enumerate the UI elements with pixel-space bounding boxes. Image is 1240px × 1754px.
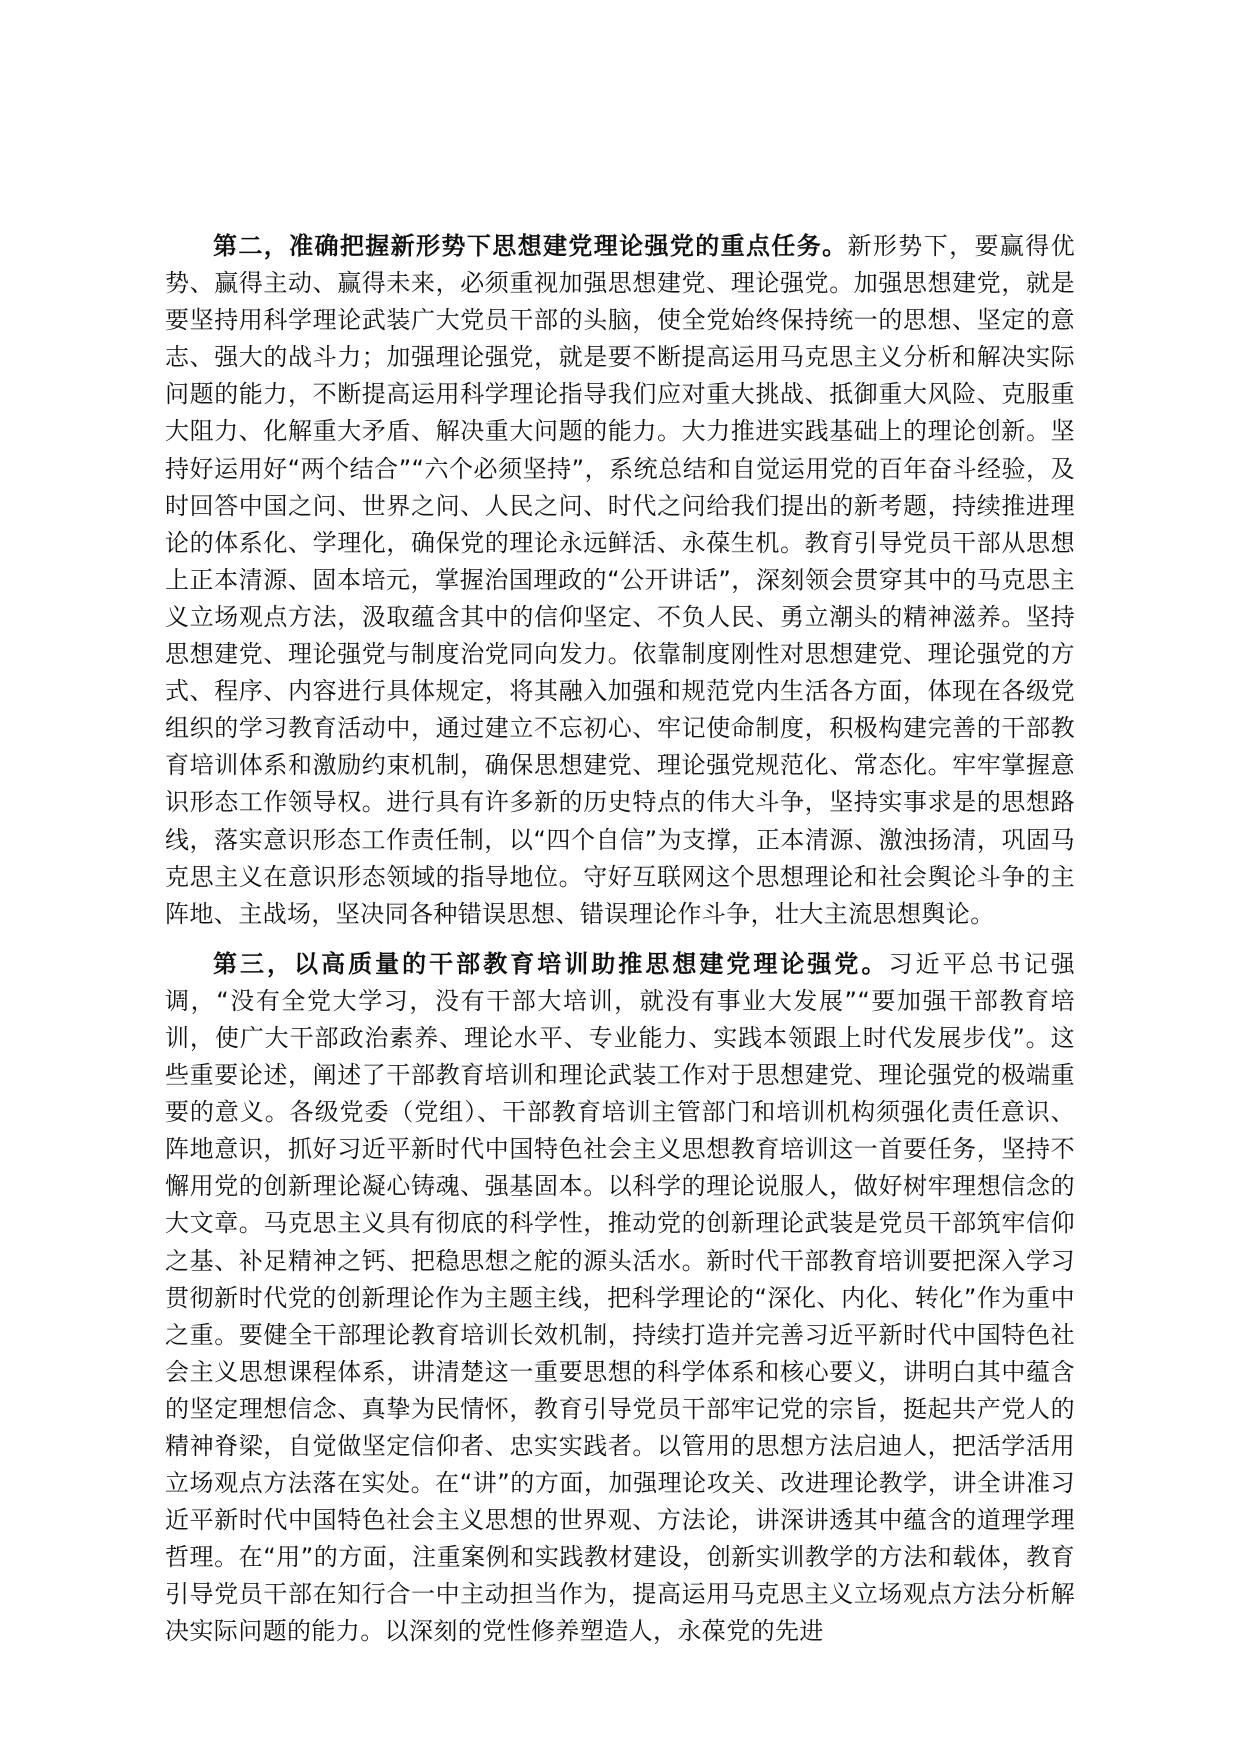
paragraph-body: 新形势下，要赢得优势、赢得主动、赢得未来，必须重视加强思想建党、理论强党。加强思想建党，就是要坚持用科学理论武装广大党员干部的头脑，使全党始终保持统一的思想、坚定的意志、强大的战斗力；加强理论强党，就是要不断提高运用马克思主义分析和解决实际问题的能力，不断提高运用科学理论指导我们应对重大挑战、抵御重大风险、克服重大阻力、化解重大矛盾、解决重大问题的能力。大力推进实践基础上的理论创新。坚持好运用好“两个结合”“六个必须坚持”，系统总结和自觉运用党的百年奋斗经验，及时回答中国之问、世界之问、人民之问、时代之问给我们提出的新考题，持续推进理论的体系化、学理化，确保党的理论永远鲜活、永葆生机。教育引导党员干部从思想上正本清源、固本培元，掌握治国理政的“公开讲话”，深刻领会贯穿其中的马克思主义立场观点方法，汲取蕴含其中的信仰坚定、不负人民、勇立潮头的精神滋养。坚持思想建党、理论强党与制度治党同向发力。依靠制度刚性对思想建党、理论强党的方式、程序、内容进行具体规定，将其融入加强和规范党内生活各方面，体现在各级党组织的学习教育活动中，通过建立不忘初心、牢记使命制度，积极构建完善的干部教育培训体系和激励约束机制，确保思想建党、理论强党规范化、常态化。牢牢掌握意识形态工作领导权。进行具有许多新的历史特点的伟大斗争，坚持实事求是的思想路线，落实意识形态工作责任制，以“四个自信”为支撑，正本清源、激浊扬清，巩固马克思主义在意识形态领域的指导地位。守好互联网这个思想理论和社会舆论斗争的主阵地、主战场，坚决同各种错误思想、错误理论作斗争，壮大主流思想舆论。	[165, 232, 1075, 928]
paragraph-third	[165, 946, 1075, 1651]
paragraph-lead: 第二，准确把握新形势下思想建党理论强党的重点任务。	[213, 232, 848, 260]
paragraph-body: 习近平总书记强调，“没有全党大学习，没有干部大培训，就没有事业大发展”“要加强干部教育培训，使广大干部政治素养、理论水平、专业能力、实践本领跟上时代发展步伐”。这些重要论述，阐述了干部教育培训和理论武装工作对于思想建党、理论强党的极端重要的意义。各级党委（党组）、干部教育培训主管部门和培训机构须强化责任意识、阵地意识，抓好习近平新时代中国特色社会主义思想教育培训这一首要任务，坚持不懈用党的创新理论凝心铸魂、强基固本。以科学的理论说服人，做好树牢理想信念的大文章。马克思主义具有彻底的科学性，推动党的创新理论武装是党员干部筑牢信仰之基、补足精神之钙、把稳思想之舵的源头活水。新时代干部教育培训要把深入学习贯彻新时代党的创新理论作为主题主线，把科学理论的“深化、内化、转化”作为重中之重。要健全干部理论教育培训长效机制，持续打造并完善习近平新时代中国特色社会主义思想课程体系，讲清楚这一重要思想的科学体系和核心要义，讲明白其中蕴含的坚定理想信念、真挚为民情怀，教育引导党员干部牢记党的宗旨，挺起共产党人的精神脊梁，自觉做坚定信仰者、忠实实践者。以管用的思想方法启迪人，把活学活用立场观点方法落在实处。在“讲”的方面，加强理论攻关、改进理论教学，讲全讲准习近平新时代中国特色社会主义思想的世界观、方法论，讲深讲透其中蕴含的道理学理哲理。在“用”的方面，注重案例和实践教材建设，创新实训教学的方法和载体，教育引导党员干部在知行合一中主动担当作为，提高运用马克思主义立场观点方法分析解决实际问题的能力。以深刻的党性修养塑造人，永葆党的先进	[165, 949, 1075, 1646]
paragraph-lead: 第三，以高质量的干部教育培训助推思想建党理论强党。	[213, 949, 889, 978]
paragraph-second	[165, 228, 1075, 933]
document-page	[165, 228, 1075, 1651]
